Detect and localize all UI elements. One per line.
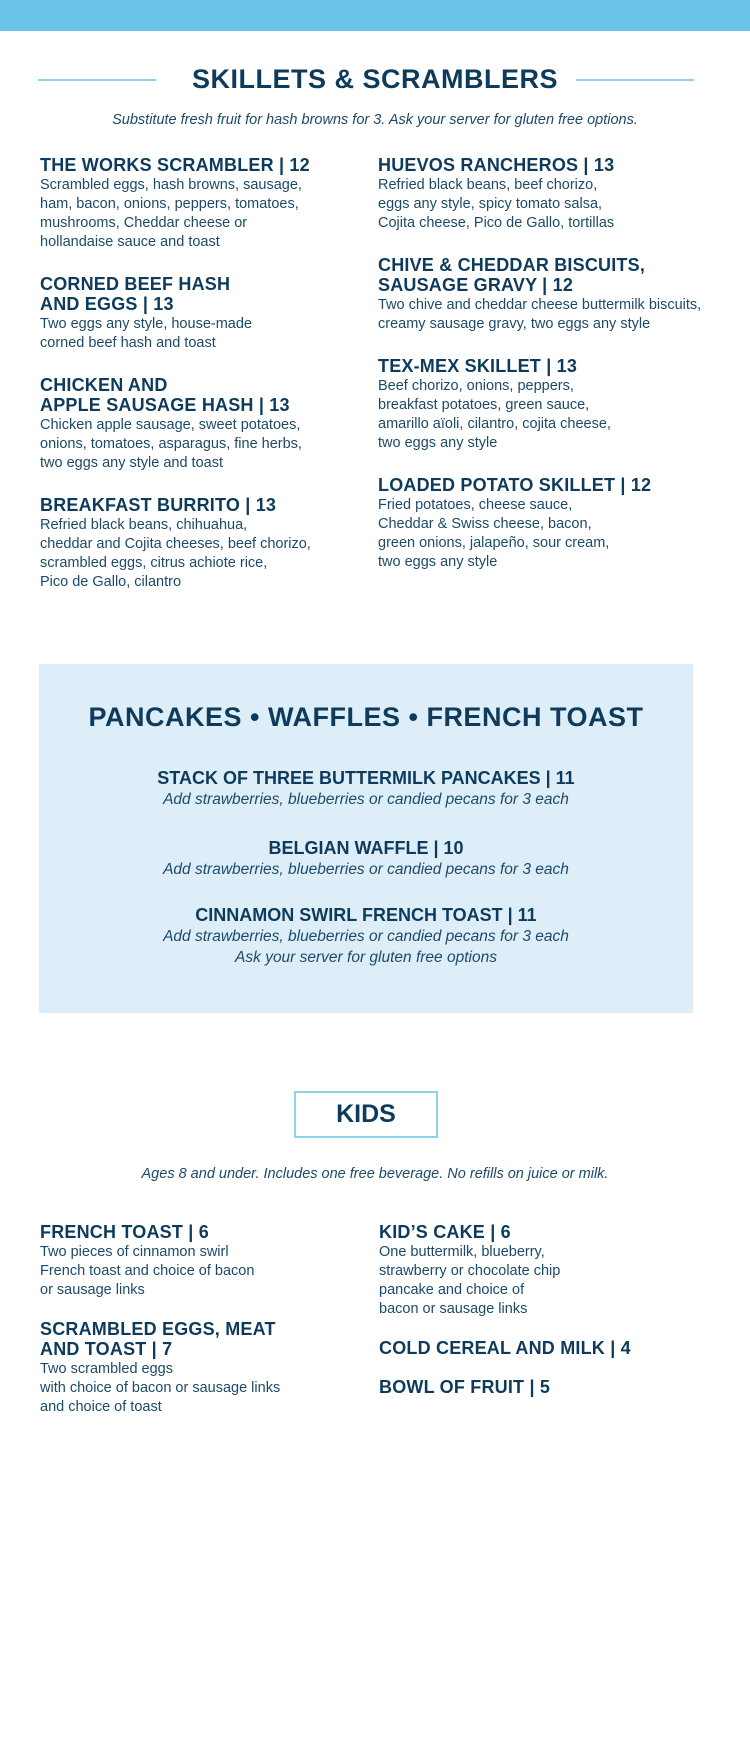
menu-item-title-line: SAUSAGE GRAVY | 12 [378, 275, 574, 295]
menu-item-title [378, 155, 718, 175]
menu-item-description-line: scrambled eggs, citrus achiote rice, [40, 555, 268, 571]
menu-item-description-line: creamy sausage gravy, two eggs any style [378, 316, 651, 332]
menu-item-description-line: Beef chorizo, onions, peppers, [378, 378, 574, 394]
menu-item-title [378, 475, 718, 495]
menu-item-title-line: BOWL OF FRUIT | 5 [379, 1377, 551, 1397]
menu-item-description-line: ham, bacon, onions, peppers, tomatoes, [40, 196, 299, 212]
kids-title: KIDS [336, 1100, 396, 1128]
menu-item [40, 155, 370, 252]
kids-right-column [379, 1222, 709, 1416]
menu-item-description-line: Scrambled eggs, hash browns, sausage, [40, 177, 302, 193]
pancakes-panel [39, 664, 693, 1013]
menu-item-description [378, 377, 718, 453]
menu-item-description-line: corned beef hash and toast [40, 335, 216, 351]
menu-item-title-line: BREAKFAST BURRITO | 13 [40, 495, 277, 515]
pancake-item-title: STACK OF THREE BUTTERMILK PANCAKES | 11 [157, 768, 575, 788]
pancakes-title: PANCAKES • WAFFLES • FRENCH TOAST [88, 702, 644, 732]
menu-item-description-line: French toast and choice of bacon [40, 1263, 255, 1279]
kids-left-column [40, 1222, 370, 1436]
menu-item-description-line: two eggs any style and toast [40, 455, 223, 471]
menu-item-title-line: COLD CEREAL AND MILK | 4 [379, 1338, 631, 1358]
skillets-left-column [40, 155, 370, 614]
pancake-item-note: Add strawberries, blueberries or candied pecans for 3 each [163, 791, 569, 808]
menu-item [40, 274, 370, 353]
menu-item-description-line: Two eggs any style, house-made [40, 316, 252, 332]
menu-item [378, 255, 718, 334]
menu-item-description-line: with choice of bacon or sausage links [40, 1380, 281, 1396]
menu-item-description-line: Two pieces of cinnamon swirl [40, 1244, 229, 1260]
menu-item-description [40, 315, 370, 353]
pancake-item-title: CINNAMON SWIRL FRENCH TOAST | 11 [195, 905, 537, 925]
menu-item-description [40, 416, 370, 473]
menu-item-description-line: or sausage links [40, 1282, 145, 1298]
menu-item-title [378, 356, 718, 376]
pancake-item [39, 904, 693, 968]
menu-item [40, 1319, 370, 1417]
menu-item-title-line: AND TOAST | 7 [40, 1339, 173, 1359]
menu-item-title [379, 1338, 709, 1358]
menu-item-description-line: Chicken apple sausage, sweet potatoes, [40, 417, 301, 433]
pancake-item-title: BELGIAN WAFFLE | 10 [268, 838, 464, 858]
menu-item-description-line: strawberry or chocolate chip [379, 1263, 561, 1279]
menu-item-title [40, 1222, 370, 1242]
pancake-item [39, 837, 693, 880]
menu-item-description-line: Cheddar & Swiss cheese, bacon, [378, 516, 592, 532]
menu-item-description [378, 496, 718, 572]
menu-item-description-line: two eggs any style [378, 435, 498, 451]
menu-item-description [379, 1243, 709, 1319]
menu-item-description-line: eggs any style, spicy tomato salsa, [378, 196, 603, 212]
menu-item-title-line: CORNED BEEF HASH [40, 274, 231, 294]
menu-item-title-line: TEX-MEX SKILLET | 13 [378, 356, 578, 376]
menu-item-description [378, 176, 718, 233]
menu-item [379, 1338, 709, 1358]
menu-item [378, 475, 718, 572]
menu-item-description [40, 516, 370, 592]
menu-item-description-line: pancake and choice of [379, 1282, 525, 1298]
menu-item-description-line: hollandaise sauce and toast [40, 234, 220, 250]
menu-item-title [40, 495, 370, 515]
menu-item-description-line: Refried black beans, beef chorizo, [378, 177, 598, 193]
menu-item-description-line: Refried black beans, chihuahua, [40, 517, 248, 533]
title-rule-right [576, 79, 694, 81]
menu-item-title [40, 1319, 370, 1359]
pancake-item-note: Ask your server for gluten free options [235, 949, 497, 966]
menu-item-title [379, 1377, 709, 1397]
menu-item-description-line: Two chive and cheddar cheese buttermilk biscuits, [378, 297, 702, 313]
menu-item-description-line: One buttermilk, blueberry, [379, 1244, 545, 1260]
skillets-title: SKILLETS & SCRAMBLERS [191, 64, 558, 94]
menu-item-title-line: KID’S CAKE | 6 [379, 1222, 511, 1242]
menu-item [379, 1377, 709, 1397]
menu-item-title-line: CHIVE & CHEDDAR BISCUITS, [378, 255, 646, 275]
top-color-band [0, 0, 750, 31]
menu-item-title [40, 375, 370, 415]
menu-item-description-line: bacon or sausage links [379, 1301, 528, 1317]
menu-item-description [40, 1243, 370, 1300]
menu-item-description-line: Pico de Gallo, cilantro [40, 574, 182, 590]
menu-item-description-line: Two scrambled eggs [40, 1361, 173, 1377]
menu-item-title [40, 155, 370, 175]
skillets-header [0, 62, 750, 96]
menu-item-description-line: and choice of toast [40, 1399, 162, 1415]
menu-item-description [378, 296, 718, 334]
menu-item-description-line: two eggs any style [378, 554, 498, 570]
pancake-item-note: Add strawberries, blueberries or candied pecans for 3 each [163, 861, 569, 878]
menu-item-title-line: THE WORKS SCRAMBLER | 12 [40, 155, 310, 175]
menu-item [40, 1222, 370, 1300]
skillets-subtitle: Substitute fresh fruit for hash browns for 3. Ask your server for gluten free options. [112, 112, 638, 128]
kids-subtitle: Ages 8 and under. Includes one free beverage. No refills on juice or milk. [141, 1166, 609, 1182]
menu-item-description-line: cheddar and Cojita cheeses, beef chorizo, [40, 536, 311, 552]
menu-item-description-line: mushrooms, Cheddar cheese or [40, 215, 248, 231]
menu-item-description-line: Cojita cheese, Pico de Gallo, tortillas [378, 215, 615, 231]
menu-item-title-line: LOADED POTATO SKILLET | 12 [378, 475, 652, 495]
pancake-item-note: Add strawberries, blueberries or candied pecans for 3 each [163, 928, 569, 945]
skillets-right-column [378, 155, 718, 594]
menu-item-title [379, 1222, 709, 1242]
menu-item [378, 155, 718, 233]
menu-item [378, 356, 718, 453]
menu-item [379, 1222, 709, 1319]
menu-item-title-line: AND EGGS | 13 [40, 294, 174, 314]
menu-item-description-line: breakfast potatoes, green sauce, [378, 397, 590, 413]
pancake-item [39, 767, 693, 810]
menu-item-description [40, 1360, 370, 1417]
kids-title-box [294, 1091, 438, 1138]
menu-item-title-line: CHICKEN AND [40, 375, 168, 395]
menu-item-title-line: HUEVOS RANCHEROS | 13 [378, 155, 615, 175]
menu-item-description-line: Fried potatoes, cheese sauce, [378, 497, 573, 513]
menu-item [40, 375, 370, 473]
menu-item-description-line: onions, tomatoes, asparagus, fine herbs, [40, 436, 302, 452]
menu-item-description-line: green onions, jalapeño, sour cream, [378, 535, 610, 551]
menu-item-title [378, 255, 718, 295]
menu-item-title [40, 274, 370, 314]
menu-item-title-line: APPLE SAUSAGE HASH | 13 [40, 395, 290, 415]
menu-item-description [40, 176, 370, 252]
menu-item-description-line: amarillo aïoli, cilantro, cojita cheese, [378, 416, 611, 432]
menu-item-title-line: SCRAMBLED EGGS, MEAT [40, 1319, 276, 1339]
menu-item [40, 495, 370, 592]
menu-item-title-line: FRENCH TOAST | 6 [40, 1222, 209, 1242]
